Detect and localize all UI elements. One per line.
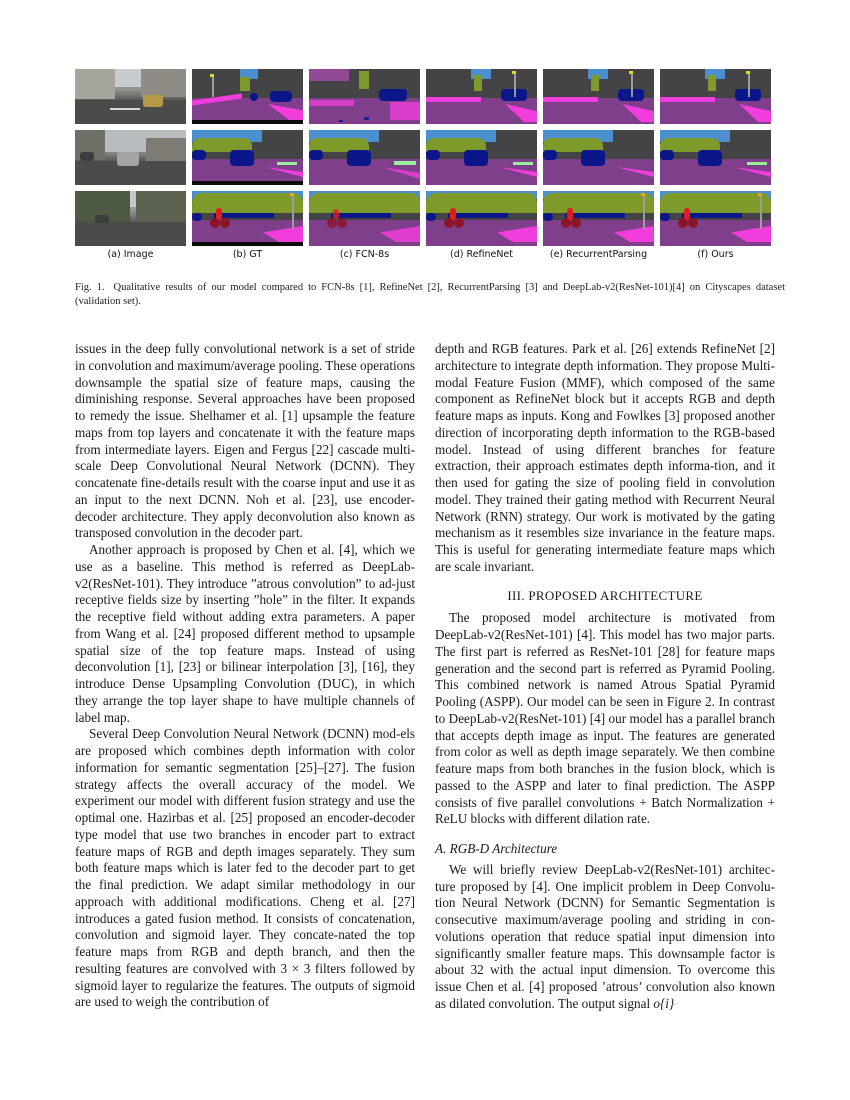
figure-caption [75, 281, 785, 308]
paragraph: Another approach is proposed by Chen et al. [4], which we use as a baseline. This method is referred as DeepLab-v2(ResNet-101). They introduce ”atrous convolution” to ad-just receptive fields size by inserting ”hole” in the filter. It expands the receptive field without adding extra parameters. A paper from Wang et al. [24] proposed different method to upsample spatial size of the top feature maps. Instead of using deconvolution [1], [23] or bilinear interpolation [3], [16], they introduce Dense Upsampling Convolution (DUC), in which they arrange the top layer shape to have multiple channels of label map. [75, 542, 415, 725]
segmentation-recurrentparsing-3 [543, 191, 654, 246]
label-refinenet: (d) RefineNet [449, 249, 513, 260]
segmentation-recurrentparsing-2 [543, 130, 654, 185]
label-ours: (f) Ours [697, 249, 734, 260]
segmentation-refinenet-2 [426, 130, 537, 185]
section-heading: III. PROPOSED ARCHITECTURE [507, 587, 703, 603]
label-image: (a) Image [107, 249, 154, 260]
label-gt: (b) GT [232, 249, 263, 260]
segmentation-gt-3 [192, 191, 303, 246]
right-column [435, 341, 775, 1013]
paragraph: Several Deep Convolution Neural Network (DCNN) mod-els are proposed which combines depth information with color information for semantic segmentation [25]–[27]. The fusion strategy affects the overall accuracy of the model. We experiment our model with different fusion strategy and use the optimal one. Hazirbas et al. [25] proposed an encoder-decoder type model that use two branches in encoder part to extract feature maps of RGB and depth images separately. They sum both feature maps which is later fed to the decoder part to get the final prediction. We adapt similar methodology in our approach with additional modifications. Cheng et al. [27] introduces a gated fusion method. It consists of concatenation, convolution and sigmoid layer. They concate-nated the top feature maps from RGB and depth branch, and then the resulting features are convolved with 3 × 3 filters followed by sigmoid layer to regularize the features. The outputs of sigmoid are used to weigh the contribution of [75, 726, 415, 1010]
segmentation-fcn8s-3 [309, 191, 420, 246]
figure-caption-text: Qualitative results of our model compared to FCN-8s [1], RefineNet [2], RecurrentParsing [3] and DeepLab-v2(ResNet-101)[4] on Cityscapes dataset (validation set). [75, 282, 785, 307]
figure-column-labels [75, 249, 785, 263]
subsection-heading: A. RGB-D Architecture [435, 841, 558, 856]
label-recurrentparsing: (e) RecurrentParsing [549, 249, 648, 260]
segmentation-refinenet-3 [426, 191, 537, 246]
input-image-1 [75, 69, 186, 124]
segmentation-ours-2 [660, 130, 771, 185]
segmentation-recurrentparsing-1 [543, 69, 654, 124]
segmentation-refinenet-1 [426, 69, 537, 124]
paragraph: issues in the deep fully convolutional network is a set of stride in convolution and maximum/average pooling. These operations downsample the spatial size of feature maps, causing the diminishing response. Several approaches have been proposed to remedy the issue. Shelhamer et al. [1] upsample the feature maps from top layers and concatenate it with the feature maps from intermediate layers. Eigen and Fergus [22] cascade multi-scale Deep Convolutional Neural Network (DCNN). They concatenate fine-details result with the coarse input and use it as an input to the next DCNN. Noh et al. [23], use encoder-decoder architecture. They apply deconvolution also known as transposed convolution in the decoder part. [75, 341, 415, 541]
label-fcn8s: (c) FCN-8s [339, 249, 390, 260]
input-image-2 [75, 130, 186, 185]
segmentation-fcn8s-1 [309, 69, 420, 124]
segmentation-fcn8s-2 [309, 130, 420, 185]
paragraph [435, 862, 775, 1013]
paragraph-text: We will briefly review DeepLab-v2(ResNet-101) architec-ture proposed by [4]. One implicit problem in Deep Convolu-tion Neural Network (DCNN) for Semantic Segmentation is consecutive maximum/average pooling and striding in con-volutions operation that reduce spatial input dimension into significantly smaller feature maps. This downsample factor is about 32 with the actual input dimension. To overcome this issue Chen et al. [4] proposed ’atrous’ convolution also known as dilated convolution. The output signal [435, 861, 775, 1011]
left-column [75, 341, 415, 1011]
paragraph: depth and RGB features. Park et al. [26] extends RefineNet [2] architecture to integrate depth information. They propose Multi-modal Feature Fusion (MMF), which composed of the same component as RefineNet block but it accepts RGB and depth feature maps as inputs. Kong and Fowlkes [3] proposed another direction of incorporating depth information to the RGB-based model. Instead of using different branches for feature extraction, their approach estimates depth informa-tion, and it then used for gating the size of pooling field in convolution model. They trained their gating method with Recurrent Neural Network (RNN) strategy. Our work is motivated by the gating mechanism as it resembles size invariance in the feature maps. This is useful for generating intermediate feature maps which are scale invariant. [435, 341, 775, 574]
math-expression: o{i} [653, 995, 675, 1011]
paragraph: The proposed model architecture is motivated from DeepLab-v2(ResNet-101) [4]. This model has two major parts. The first part is referred as ResNet-101 [28] for feature maps generation and the second part is referred as Pyramid Pooling. This combined network is named Atrous Spatial Pyramid Pooling (ASPP). Our model can be seen in Figure 2. In contrast to DeepLab-v2(ResNet-101) [4] our model has a parallel branch that accepts depth image as input. The features are generated from color as well as depth image separately. We then combine feature maps from both branches in the fusion block, which is passed to the ASPP and later to final prediction. The ASPP consists of five parallel convolutions + Batch Normalization + ReLU blocks with different dilation rate. [435, 610, 775, 827]
figure-number: Fig. 1. [75, 282, 105, 293]
segmentation-gt-1 [192, 69, 303, 124]
segmentation-ours-1 [660, 69, 771, 124]
segmentation-gt-2 [192, 130, 303, 185]
input-image-3 [75, 191, 186, 246]
segmentation-ours-3 [660, 191, 771, 246]
